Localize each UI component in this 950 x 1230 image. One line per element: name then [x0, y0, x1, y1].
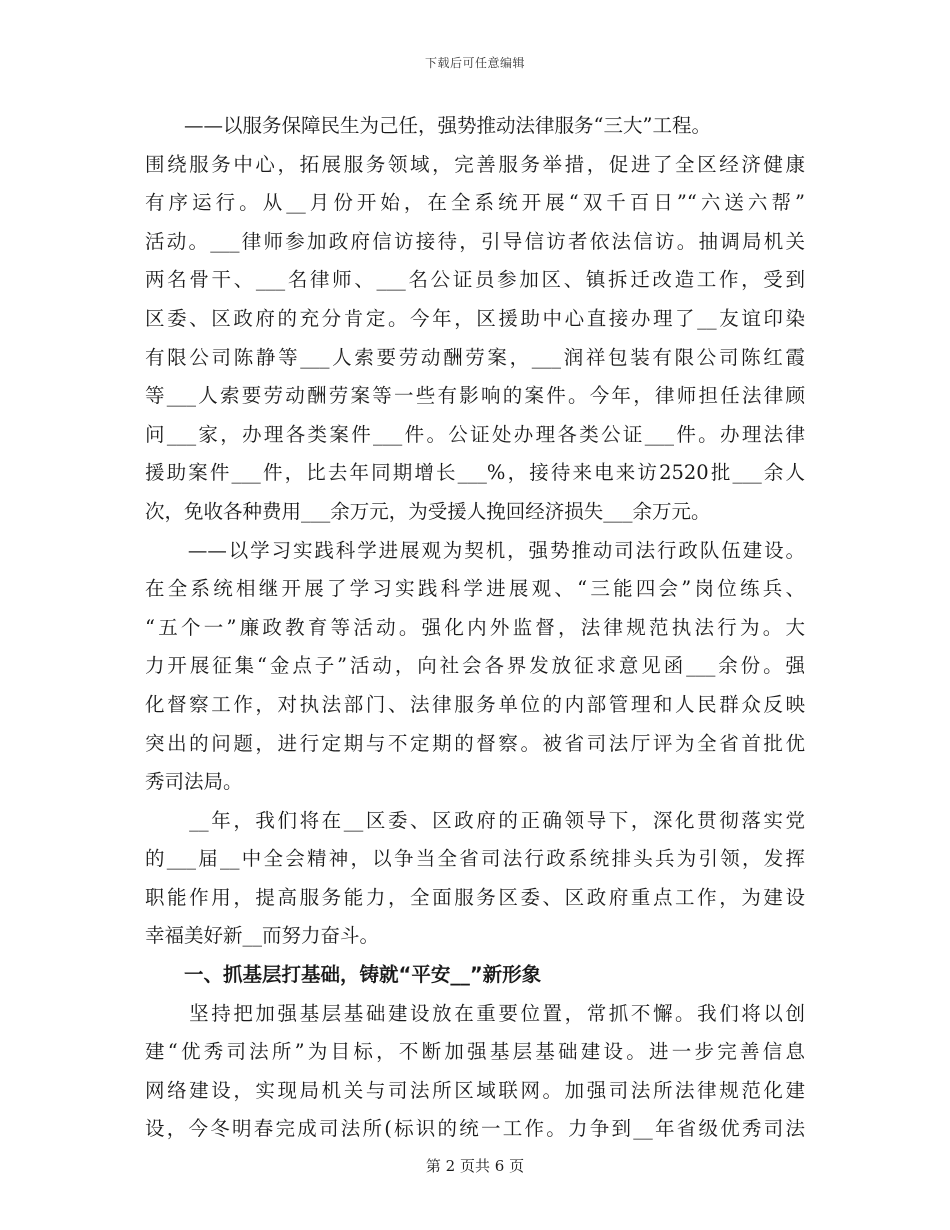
text-line: 设，今冬明春完成司法所(标识的统一工作。力争到__年省级优秀司法 [145, 1117, 805, 1141]
text-line: 有限公司陈静等___人索要劳动酬劳案，___润祥包装有限公司陈红霞 [145, 345, 805, 369]
text-line: 化督察工作，对执法部门、法律服务单位的内部管理和人民群众反映 [145, 692, 805, 716]
text-line: “五个一”廉政教育等活动。强化内外监督，法律规范执法行为。大 [145, 615, 805, 639]
text-line: 围绕服务中心，拓展服务领域，完善服务举措，促进了全区经济健康 [145, 152, 805, 176]
text-line: 活动。___律师参加政府信访接待，引导信访者依法信访。抽调局机关 [145, 229, 805, 253]
text-line: 一、抓基层打基础，铸就“平安__”新形象 [145, 963, 542, 987]
text-line: 网络建设，实现局机关与司法所区域联网。加强司法所法律规范化建 [145, 1078, 805, 1102]
text-line: 突出的问题，进行定期与不定期的督察。被省司法厅评为全省首批优 [145, 731, 805, 755]
text-line: 次，免收各种费用___余万元，为受援人挽回经济损失___余万元。 [145, 499, 711, 523]
text-line: 坚持把加强基层基础建设放在重要位置，常抓不懈。我们将以创 [145, 1001, 805, 1025]
page-number-footer: 第 2 页共 6 页 [425, 1157, 525, 1175]
text-line: 两名骨干、___名律师、___名公证员参加区、镇拆迁改造工作，受到 [145, 268, 805, 292]
text-line: 问___家，办理各类案件___件。公证处办理各类公证___件。办理法律 [145, 422, 805, 446]
text-line: 区委、区政府的充分肯定。今年，区援助中心直接办理了__友谊印染 [145, 306, 805, 330]
text-line: 援助案件___件，比去年同期增长___%，接待来电来访2520批___余人 [145, 461, 805, 485]
text-line: 职能作用，提高服务能力，全面服务区委、区政府重点工作，为建设 [145, 885, 805, 909]
page-header-note: 下载后可任意编辑 [424, 56, 525, 70]
text-line: 在全系统相继开展了学习实践科学进展观、“三能四会”岗位练兵、 [145, 577, 805, 601]
text-line: 幸福美好新__而努力奋斗。 [145, 924, 380, 948]
text-line: 的___届__中全会精神，以争当全省司法行政系统排头兵为引领，发挥 [145, 847, 805, 871]
text-line: ——以服务保障民生为己任，强势推动法律服务“三大”工程。 [145, 114, 711, 137]
text-line: 有序运行。从__月份开始，在全系统开展“双千百日”“六送六帮” [145, 191, 805, 215]
text-line: 秀司法局。 [145, 770, 243, 794]
text-line: 建“优秀司法所”为目标，不断加强基层基础建设。进一步完善信息 [145, 1040, 805, 1064]
document-body [145, 107, 805, 1149]
text-line: 力开展征集“金点子”活动，向社会各界发放征求意见函___余份。强 [145, 654, 805, 678]
text-line: 等___人索要劳动酬劳案等一些有影响的案件。今年，律师担任法律顾 [145, 384, 805, 408]
text-line: ——以学习实践科学进展观为契机，强势推动司法行政队伍建设。 [145, 538, 805, 562]
text-line: __年，我们将在__区委、区政府的正确领导下，深化贯彻落实党 [145, 808, 805, 832]
